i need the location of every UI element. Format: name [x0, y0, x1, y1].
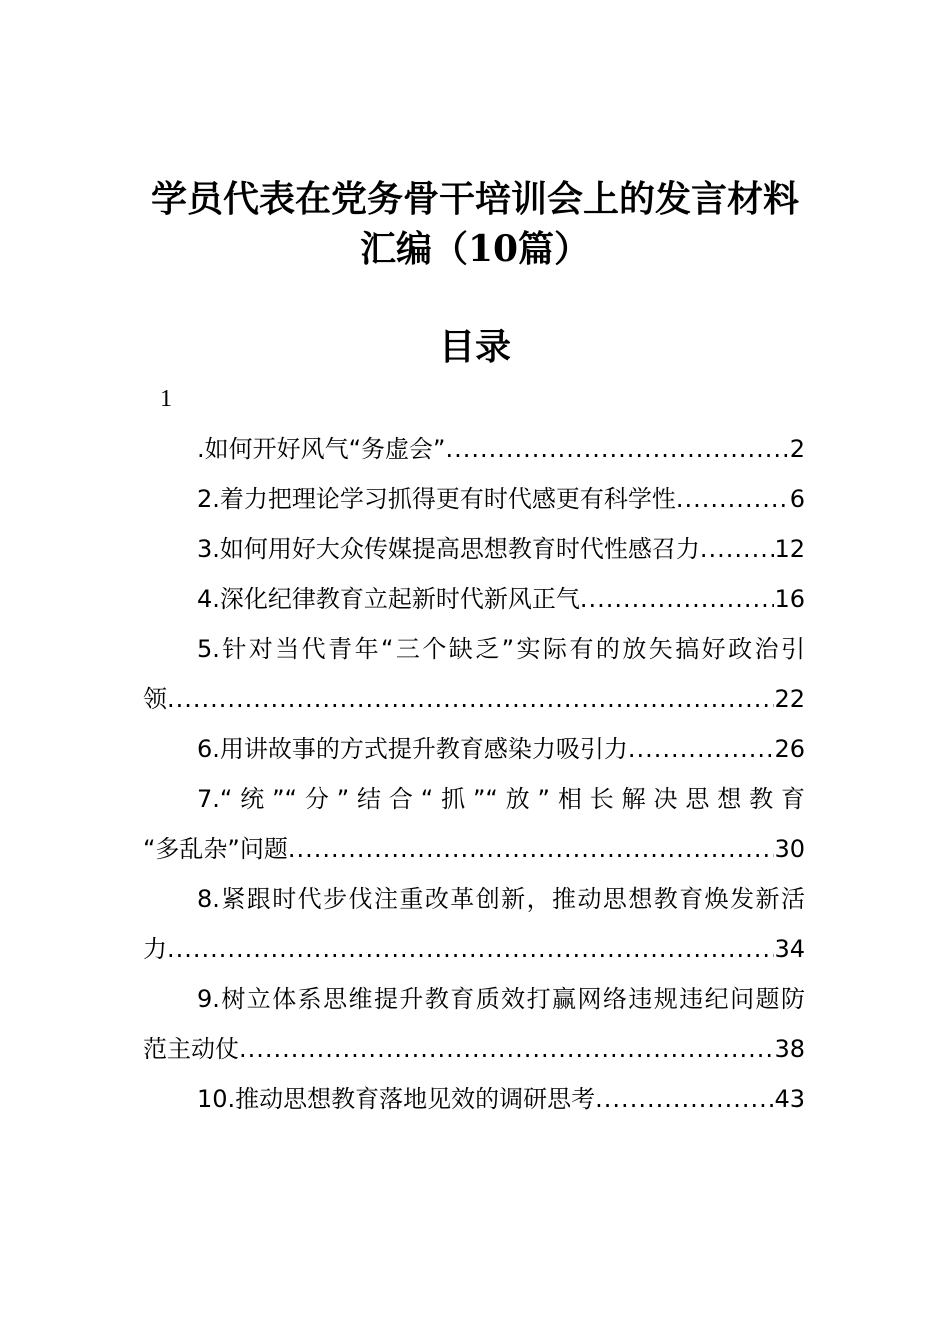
toc-entry-page: 2 [789, 435, 805, 463]
toc-entry[interactable] [143, 424, 805, 474]
toc-entry-title: 3.如何用好大众传媒提高思想教育时代性感召力 [197, 535, 700, 563]
toc-leader-dots [580, 574, 775, 624]
toc-entry-title-continued: 领 [143, 685, 167, 713]
toc-leader-dots [239, 1024, 774, 1074]
toc-entry[interactable] [143, 574, 805, 624]
toc-entry[interactable] [143, 524, 805, 574]
document-title-line-1: 学员代表在党务骨干培训会上的发言材料 [150, 178, 799, 220]
toc-entry-page: 43 [774, 1085, 805, 1113]
toc-entry-title-continued: “多乱杂”问题 [143, 835, 288, 863]
toc-entry[interactable] [143, 1074, 805, 1124]
toc-entry-page: 34 [774, 935, 805, 963]
toc-entry-page: 16 [774, 585, 805, 613]
toc-entry[interactable] [143, 874, 805, 974]
toc-entry[interactable] [143, 724, 805, 774]
toc-entry-page: 6 [789, 485, 805, 513]
toc-entry-title: 2.着力把理论学习抓得更有时代感更有科学性 [197, 485, 676, 513]
toc-entry-title: 5.针对当代青年“三个缺乏”实际有的放矢搞好政治引 [197, 635, 805, 663]
toc-entry[interactable] [143, 474, 805, 524]
toc-entry-page: 30 [774, 835, 805, 863]
toc-leader-dots [676, 474, 790, 524]
toc-entry-page: 38 [774, 1035, 805, 1063]
toc-leader-dots [167, 674, 774, 724]
toc-leader-dots [288, 824, 775, 874]
toc-leader-dots [595, 1074, 774, 1124]
toc-entry-title: 7.“统”“分”结合“抓”“放”相长解决思想教育 [197, 785, 805, 813]
toc-leader-dots [446, 424, 790, 474]
toc-entry-page: 26 [774, 735, 805, 763]
toc-entry-title: 8.紧跟时代步伐注重改革创新，推动思想教育焕发新活 [197, 885, 805, 913]
toc-entry-title: 9.树立体系思维提升教育质效打赢网络违规违纪问题防 [197, 985, 805, 1013]
toc-entry-title-continued: 力 [143, 935, 167, 963]
toc-entry-title-continued: 范主动仗 [143, 1035, 239, 1063]
toc-leader-dots [167, 924, 774, 974]
toc-entry-page: 12 [774, 535, 805, 563]
toc-entry[interactable] [143, 974, 805, 1074]
toc-heading: 目录 [438, 326, 511, 368]
toc-entry-title: 10.推动思想教育落地见效的调研思考 [197, 1085, 596, 1113]
stray-page-number: 1 [160, 386, 172, 412]
toc-entry[interactable] [143, 774, 805, 874]
toc-entry-title: 4.深化纪律教育立起新时代新风正气 [197, 585, 580, 613]
toc-entry-title: .如何开好风气“务虚会” [197, 435, 446, 463]
table-of-contents [143, 424, 805, 1124]
toc-entry-page: 22 [774, 685, 805, 713]
toc-leader-dots [628, 724, 775, 774]
document-title-line-2: 汇编（10篇） [359, 228, 591, 270]
toc-entry-title: 6.用讲故事的方式提升教育感染力吸引力 [197, 735, 628, 763]
toc-entry[interactable] [143, 624, 805, 724]
toc-leader-dots [700, 524, 775, 574]
